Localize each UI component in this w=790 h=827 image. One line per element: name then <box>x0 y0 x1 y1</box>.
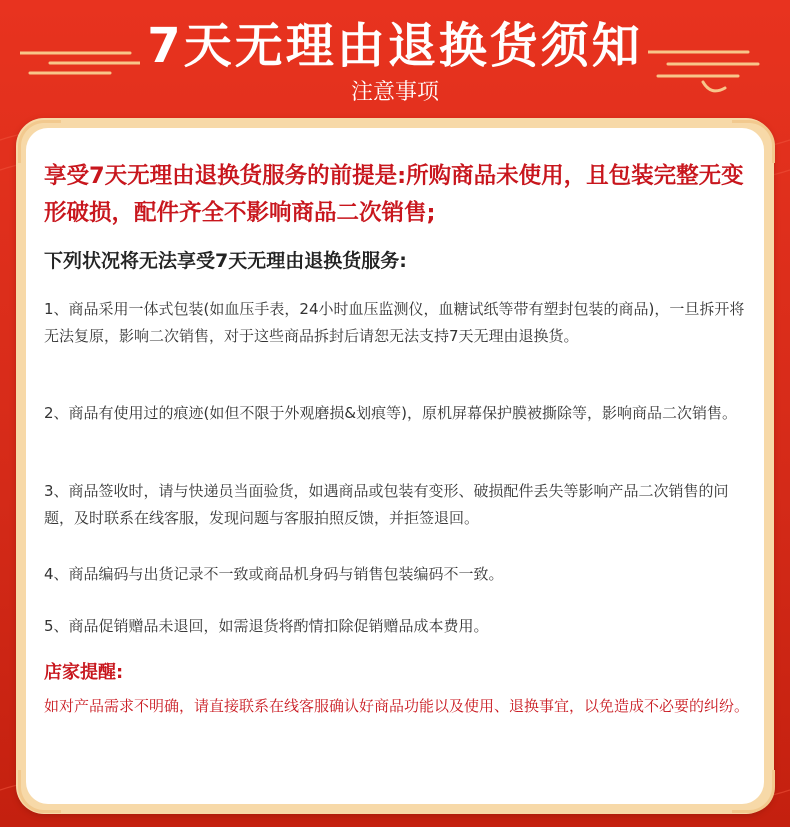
return-premise-text: 享受7天无理由退换货服务的前提是:所购商品未使用，且包装完整无变形破损，配件齐全不影响商品二次销售; <box>44 163 744 226</box>
exclusion-item: 3、商品签收时，请与快递员当面验货，如遇商品或包装有变形、破损配件丢失等影响产品二次销售的问题，及时联系在线客服，发现问题与客服拍照反馈，并拒签退回。 <box>44 482 729 527</box>
exclusion-item: 4、商品编码与出货记录不一致或商品机身码与销售包装编码不一致。 <box>44 565 504 583</box>
notice-card <box>26 128 764 804</box>
exclusion-item: 2、商品有使用过的痕迹(如但不限于外观磨损&划痕等)，原机屏幕保护膜被撕除等，影响商品二次销售。 <box>44 404 737 422</box>
exclusion-heading: 下列状况将无法享受7天无理由退换货服务: <box>44 250 407 272</box>
shop-tip-text: 如对产品需求不明确，请直接联系在线客服确认好商品功能以及使用、退换事宜，以免造成不必要的纠纷。 <box>44 697 750 715</box>
exclusion-item: 5、商品促销赠品未退回，如需退货将酌情扣除促销赠品成本费用。 <box>44 617 489 635</box>
page-title: 7天无理由退换货须知 <box>147 18 643 74</box>
exclusion-item: 1、商品采用一体式包装(如血压手表，24小时血压监测仪，血糖试纸等带有塑封包装的商品)，一旦拆开将无法复原，影响二次销售，对于这些商品拆封后请恕无法支持7天无理由退换货。 <box>44 300 745 345</box>
page-subtitle: 注意事项 <box>350 80 439 105</box>
shop-tip-heading: 店家提醒: <box>44 662 124 683</box>
